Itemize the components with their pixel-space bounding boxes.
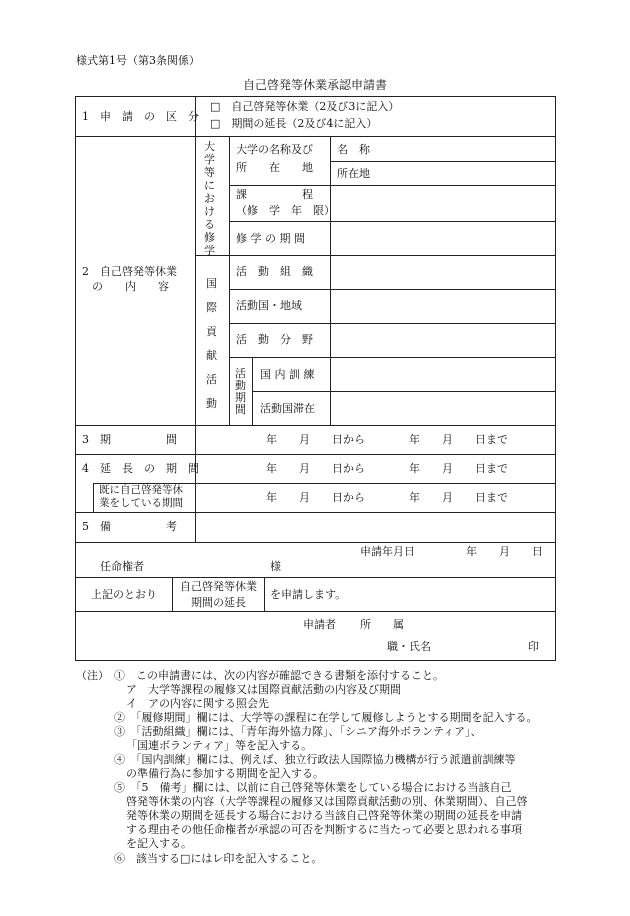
- note-line: ⑤ 「5 備考」欄には、以前に自己啓発等休業をしている場合における当該自己: [114, 781, 512, 794]
- note-line: 啓発等休業の内容（大学等課程の履修又は国際貢献活動の別、休業期間）、自己啓: [126, 795, 528, 808]
- study-period-label: 修 学 の 期 間: [236, 232, 305, 245]
- page-title: 自己啓発等休業承認申請書: [243, 78, 388, 92]
- row4-sub-label-line2: 業をしている期間: [99, 497, 183, 509]
- note-line: ④ 「国内訓練」欄には、例えば、独立行政法人国際協力機構が行う派遣前訓練等: [114, 753, 516, 766]
- note-line: する理由その他任命権者が承認の可否を判断するに当たって必要と思われる事項: [126, 823, 522, 836]
- seal-mark: 印: [528, 640, 539, 653]
- note-line: 発等休業の期間を延長する場合における当該自己啓発等休業の期間の延長を申請: [126, 809, 522, 822]
- form-number: 様式第1号（第3条関係）: [76, 54, 200, 67]
- univ-label-line2: 所 在 地: [236, 161, 313, 174]
- row4-sub-label-line1: 既に自己啓発等休: [99, 484, 183, 496]
- row4-label: 4 延 長 の 期 間: [82, 462, 199, 475]
- option-self-development-leave[interactable]: □ 自己啓発等休業（2及び3に記入）: [210, 100, 400, 113]
- row5-label: 5 備 考: [82, 520, 177, 533]
- course-label-line1: 課 程: [236, 188, 313, 201]
- row1-label: 1 申 請 の 区 分: [82, 110, 199, 123]
- application-date-label: 申請年月日: [360, 545, 415, 558]
- note-line: ア 大学等課程の履修又は国際貢献活動の内容及び期間: [126, 683, 401, 696]
- overseas-stay-label: 活動国滞在: [260, 402, 315, 415]
- intl-contribution-group-label: 国際貢献活動: [206, 277, 217, 410]
- univ-name-label: 名 称: [337, 143, 370, 156]
- application-date-fields: 年 月 日: [466, 545, 543, 558]
- note-line: 「国連ボランティア」等を記入する。: [126, 739, 313, 752]
- affiliation-label: 所 属: [360, 618, 404, 631]
- univ-label-line1: 大学の名称及び: [236, 143, 313, 156]
- applicant-label: 申請者: [303, 618, 336, 631]
- position-name-label: 職・氏名: [387, 640, 431, 653]
- study-group-label: 大学等における修学: [204, 140, 215, 257]
- row3-label: 3 期 間: [82, 433, 177, 446]
- request-type-line2: 期間の延長: [191, 596, 246, 609]
- appointing-authority-label: 任命権者: [100, 560, 144, 573]
- note-line: ③ 「活動組織」欄には、「青年海外協力隊」、「シニア海外ボランティア」、: [114, 725, 482, 738]
- note-line: ② 「履修期間」欄には、大学等の課程に在学して履修しようとする期間を記入する。: [114, 711, 538, 724]
- note-line: ① この申請書には、次の内容が確認できる書類を添付すること。: [114, 669, 444, 682]
- option-period-extension[interactable]: □ 期間の延長（2及び4に記入）: [210, 117, 378, 130]
- as-above-label: 上記のとおり: [91, 588, 157, 601]
- row3-date-range: 年 月 日から 年 月 日まで: [266, 433, 508, 446]
- course-label-line2: （修 学 年 限）: [236, 204, 335, 217]
- note-line: を記入する。: [126, 837, 192, 850]
- request-type-line1: 自己啓発等休業: [180, 580, 257, 593]
- activity-period-group-label: 活動期間: [235, 367, 246, 416]
- activity-field-label: 活 動 分 野: [236, 333, 313, 346]
- univ-address-label: 所在地: [337, 167, 370, 180]
- activity-country-label: 活動国・地域: [236, 299, 302, 312]
- notes-heading: （注）: [76, 669, 109, 682]
- note-line: ⑥ 該当する□にはレ印を記入すること。: [114, 852, 323, 865]
- row2-label-line1: 2 自己啓発等休業: [82, 265, 177, 278]
- note-line: の準備行為に参加する期間を記入する。: [126, 767, 324, 780]
- activity-org-label: 活 動 組 織: [236, 265, 313, 278]
- request-phrase: を申請します。: [270, 588, 347, 601]
- row2-label-line2: の 内 容: [92, 280, 169, 293]
- row4-sub-date-range: 年 月 日から 年 月 日まで: [266, 491, 508, 504]
- honorific-sama: 様: [270, 560, 281, 573]
- note-line: イ アの内容に関する照会先: [126, 697, 269, 710]
- domestic-training-label: 国 内 訓 練: [260, 368, 315, 381]
- row4-date-range: 年 月 日から 年 月 日まで: [266, 462, 508, 475]
